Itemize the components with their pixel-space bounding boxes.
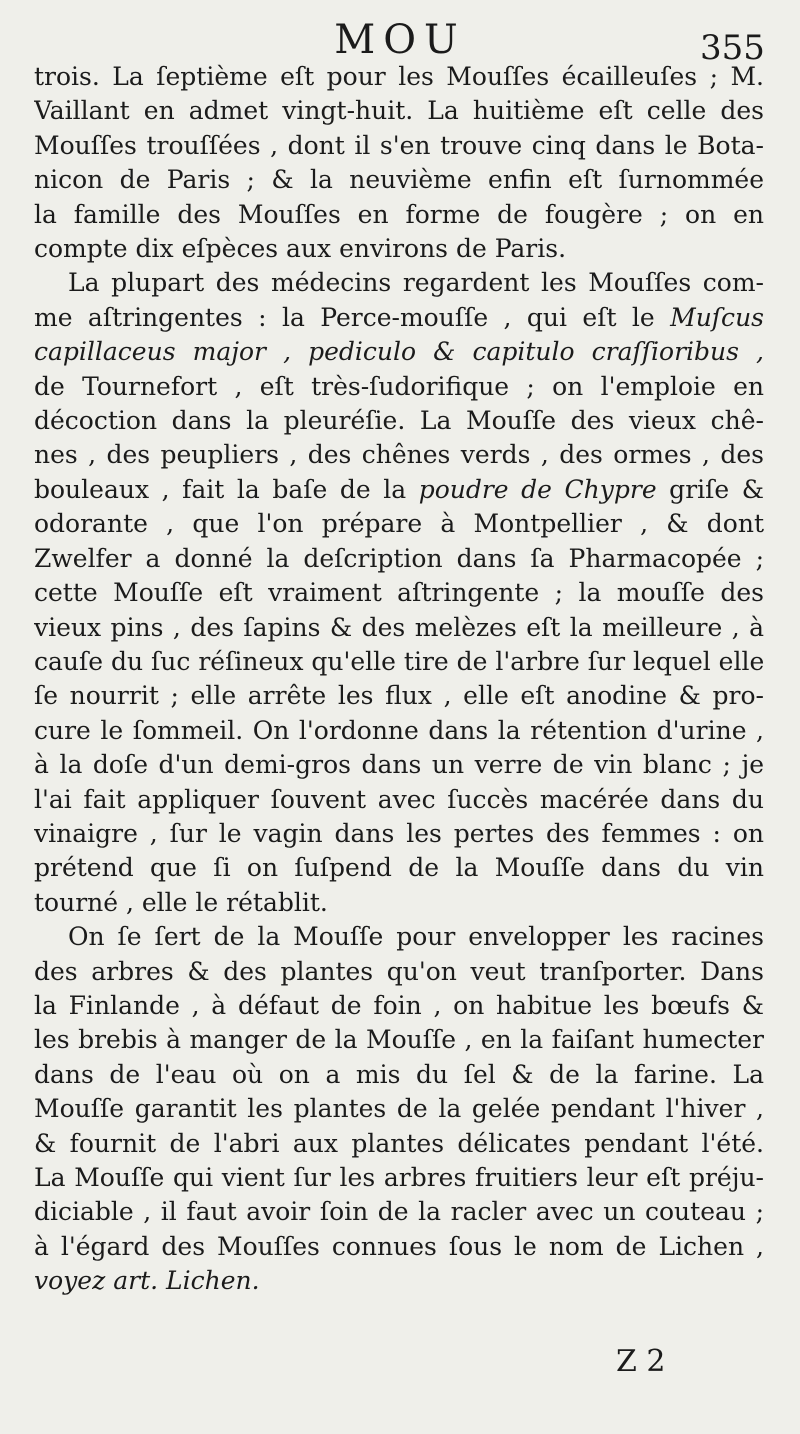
text-line xyxy=(34,335,764,369)
text-line: compte dix eſpèces aux environs de Paris. xyxy=(34,234,567,264)
text-line: Mouſſes trouſſées , dont il s'en trouve cinq dans le Bota- xyxy=(34,130,764,160)
text-line: nicon de Paris ; & la neuvième enfin eſt ſurnommée xyxy=(34,165,764,195)
italic-term: capillaceus major , pediculo & capitulo craſſioribus , xyxy=(34,337,764,367)
text-line: cauſe du ſuc réſineux qu'elle tire de l'arbre ſur lequel elle xyxy=(34,646,764,676)
text-line: La Mouſſe qui vient ſur les arbres fruitiers leur eſt préju- xyxy=(34,1163,764,1192)
text-line: & fournit de l'abri aux plantes délicates pendant l'été. xyxy=(34,1128,764,1158)
text-line: diciable , il faut avoir ſoin de la racler avec un couteau ; xyxy=(34,1197,764,1227)
body-text xyxy=(34,60,764,1299)
text-line: On ſe ſert de la Mouſſe pour envelopper les racines xyxy=(68,922,764,952)
text-segment: griſe & xyxy=(656,474,764,504)
text-line: ſe nourrit ; elle arrête les flux , elle eſt anodine & pro- xyxy=(34,681,764,711)
text-line: vieux pins , des ſapins & des melèzes eſt la meilleure , à xyxy=(34,612,764,642)
text-line: décoction dans la pleuréſie. La Mouſſe des vieux chê- xyxy=(34,406,764,436)
text-segment: bouleaux , fait la baſe de la xyxy=(34,474,419,504)
text-line: trois. La ſeptième eſt pour les Mouſſes écailleuſes ; M. xyxy=(34,62,764,91)
text-line: la famille des Mouſſes en forme de fougère ; on en xyxy=(34,199,764,229)
text-line: La plupart des médecins regardent les Mouſſes com- xyxy=(68,268,764,298)
text-line: cure le ſommeil. On l'ordonne dans la rétention d'urine , xyxy=(34,715,764,745)
text-line: l'ai fait appliquer ſouvent avec ſuccès macérée dans du xyxy=(34,784,764,814)
text-line: à l'égard des Mouſſes connues ſous le nom de Lichen , xyxy=(34,1231,764,1261)
text-line: odorante , que l'on prépare à Montpellier , & dont xyxy=(34,509,764,539)
text-line: prétend que ſi on ſuſpend de la Mouſſe dans du vin xyxy=(34,853,764,883)
text-line xyxy=(34,1264,764,1298)
page-number: 355 xyxy=(700,28,765,68)
text-line: Mouſſe garantit les plantes de la gelée pendant l'hiver , xyxy=(34,1094,764,1124)
text-line: Vaillant en admet vingt-huit. La huitième eſt celle des xyxy=(34,96,764,126)
text-segment: me aſtringentes : la Perce-mouſſe , qui eſt le xyxy=(34,302,671,332)
text-line: dans de l'eau où on a mis du ſel & de la farine. La xyxy=(34,1059,764,1089)
text-line: la Finlande , à défaut de foin , on habitue les bœufs & xyxy=(34,990,764,1020)
text-line: de Tournefort , eſt très-ſudorifique ; on l'emploie en xyxy=(34,371,764,401)
text-line: les brebis à manger de la Mouſſe , en la faiſant humecter xyxy=(34,1025,764,1055)
text-line: Zwelfer a donné la deſcription dans ſa Pharmacopée ; xyxy=(34,543,764,573)
text-line: des arbres & des plantes qu'on veut tranſporter. Dans xyxy=(34,956,764,986)
italic-cross-reference: voyez art. Lichen. xyxy=(34,1266,260,1296)
italic-term: Muſcus xyxy=(670,302,764,332)
text-line: vinaigre , ſur le vagin dans les pertes des femmes : on xyxy=(34,818,764,848)
text-line: cette Mouſſe eſt vraiment aſtringente ; la mouſſe des xyxy=(34,578,764,608)
text-line: nes , des peupliers , des chênes verds , des ormes , des xyxy=(34,440,764,470)
italic-term: poudre de Chypre xyxy=(418,474,657,504)
text-line xyxy=(34,473,764,507)
signature-mark: Z 2 xyxy=(616,1344,666,1379)
text-line: tourné , elle le rétablit. xyxy=(34,887,328,917)
text-line xyxy=(34,301,764,335)
text-line: à la doſe d'un demi-gros dans un verre de vin blanc ; je xyxy=(34,750,764,780)
running-title: MOU xyxy=(334,17,466,63)
